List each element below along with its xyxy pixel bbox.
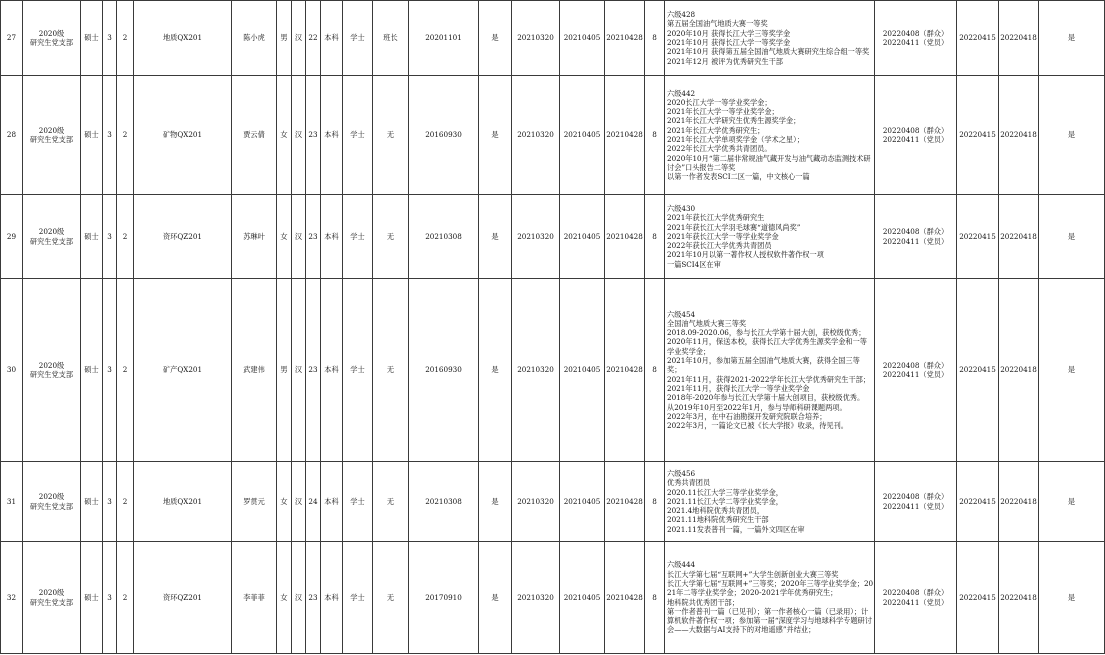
date-cell: 20220415 xyxy=(957,462,999,542)
flag-cell: 是 xyxy=(479,1,512,76)
table-body xyxy=(1,1,1105,654)
award-line: 全国油气地质大赛三等奖 xyxy=(667,318,747,328)
class-cell: 资环QZ201 xyxy=(134,542,232,654)
ethnicity-cell: 汉 xyxy=(292,195,306,279)
awards-cell xyxy=(665,542,875,654)
flag-cell: 是 xyxy=(1039,195,1105,279)
student-name-cell: 贾云倩 xyxy=(232,76,277,195)
count-cell: 3 xyxy=(103,195,117,279)
award-line: 从2019年10月至2022年1月，参与导师科研课题两项。 xyxy=(667,402,847,412)
position-cell: 无 xyxy=(373,195,409,279)
date-cell: 20210428 xyxy=(605,76,645,195)
date-cell: 20170910 xyxy=(409,542,479,654)
position-cell: 无 xyxy=(373,279,409,462)
table-row xyxy=(1,1,1105,76)
award-line: 2021年10月 获得第五届全国油气地质大赛研究生综合组一等奖 xyxy=(667,47,870,57)
flag-cell: 是 xyxy=(1039,279,1105,462)
review-dates-cell xyxy=(875,542,957,654)
row-number-cell: 27 xyxy=(1,1,23,76)
award-line: 六级442 xyxy=(667,88,696,98)
flag-cell: 是 xyxy=(1039,1,1105,76)
student-name-cell: 李菲菲 xyxy=(232,542,277,654)
award-line: 以第一作者发表SCI二区一篇，中文核心一篇 xyxy=(667,172,810,182)
date-cell: 20220418 xyxy=(999,279,1039,462)
academic-degree-cell: 学士 xyxy=(343,462,373,542)
ethnicity-cell: 汉 xyxy=(292,542,306,654)
awards-cell xyxy=(665,462,875,542)
award-line: 2022年获长江大学优秀共青团员 xyxy=(667,241,772,251)
date-cell: 20220418 xyxy=(999,76,1039,195)
party-branch-cell xyxy=(23,195,81,279)
education-cell: 本科 xyxy=(321,76,343,195)
class-cell: 矿产QX201 xyxy=(134,279,232,462)
text-line: 2020级 xyxy=(38,492,65,502)
award-line: 2020年11月，保送本校，获得长江大学优秀生源奖学金和一等学业奖学金； xyxy=(667,337,867,356)
row-number-cell: 30 xyxy=(1,279,23,462)
award-line: 六级444 xyxy=(667,560,696,570)
flag-cell: 是 xyxy=(1039,462,1105,542)
award-line: 地科院共优秀团干部； xyxy=(667,597,739,607)
date-cell: 20220418 xyxy=(999,195,1039,279)
awards-cell xyxy=(665,1,875,76)
awards-cell xyxy=(665,76,875,195)
count-cell: 2 xyxy=(117,542,134,654)
award-line: 六级428 xyxy=(667,10,696,20)
party-branch-cell xyxy=(23,462,81,542)
date-cell: 20210405 xyxy=(560,76,605,195)
award-line: 2021年12月 被评为优秀研究生干部 xyxy=(667,56,783,66)
award-line: 第一作者普刊一篇（已见刊）；第一作者核心一篇（已录用）；计算机软件著作权一项；参加第一届“深度学习与地球科学专题研讨会——大数据与AI支持下的对地遥感”并结业； xyxy=(667,606,872,635)
date-cell: 20220418 xyxy=(999,1,1039,76)
education-cell: 本科 xyxy=(321,195,343,279)
award-line: 2018.09-2020.06，参与长江大学第十届大创，获校级优秀； xyxy=(667,328,866,338)
award-line: 2020年10月“第二届非常规油气藏开发与油气藏动态监测技术研讨会”口头报告二等奖 xyxy=(667,153,871,172)
award-line: 优秀共青团员 xyxy=(667,478,711,488)
education-cell: 本科 xyxy=(321,279,343,462)
review-dates-cell xyxy=(875,462,957,542)
award-line: 第五届全国油气地质大赛一等奖 xyxy=(667,19,768,29)
row-number-cell: 31 xyxy=(1,462,23,542)
academic-degree-cell: 学士 xyxy=(343,542,373,654)
count-cell: 3 xyxy=(103,462,117,542)
award-line: 六级456 xyxy=(667,468,696,478)
award-line: 2020年10月 获得长江大学三等奖学金 xyxy=(667,28,791,38)
flag-cell: 是 xyxy=(1039,76,1105,195)
review-dates-cell xyxy=(875,279,957,462)
date-cell: 20210320 xyxy=(512,1,560,76)
flag-cell: 是 xyxy=(1039,542,1105,654)
academic-degree-cell: 学士 xyxy=(343,1,373,76)
award-line: 2021年10月 获得长江大学一等奖学金 xyxy=(667,38,791,47)
award-line: 2021年获长江大学优秀研究生 xyxy=(667,213,765,223)
text-line: 20220411（党员） xyxy=(882,370,949,379)
degree-level-cell: 硕士 xyxy=(81,1,103,76)
date-cell: 20220418 xyxy=(999,542,1039,654)
date-cell: 20210405 xyxy=(560,279,605,462)
award-line: 六级454 xyxy=(667,309,696,319)
position-cell: 无 xyxy=(373,542,409,654)
student-name-cell: 罗贯元 xyxy=(232,462,277,542)
table-row xyxy=(1,462,1105,542)
date-cell: 20160930 xyxy=(409,76,479,195)
student-name-cell: 陈小虎 xyxy=(232,1,277,76)
review-dates-cell xyxy=(875,76,957,195)
academic-degree-cell: 学士 xyxy=(343,76,373,195)
class-cell: 地质QX201 xyxy=(134,462,232,542)
number-cell: 8 xyxy=(645,76,665,195)
flag-cell: 是 xyxy=(479,279,512,462)
text-line: 20220411（党员） xyxy=(882,236,949,246)
awards-cell xyxy=(665,195,875,279)
education-cell: 本科 xyxy=(321,462,343,542)
date-cell: 20210308 xyxy=(409,195,479,279)
review-dates-cell xyxy=(875,195,957,279)
date-cell: 20210428 xyxy=(605,279,645,462)
text-line: 2020级 xyxy=(38,227,65,237)
text-line: 研究生党支部 xyxy=(29,38,74,47)
row-number-cell: 28 xyxy=(1,76,23,195)
position-cell: 无 xyxy=(373,462,409,542)
text-line: 20220408（群众） xyxy=(882,227,949,237)
award-line: 六级430 xyxy=(667,203,696,213)
degree-level-cell: 硕士 xyxy=(81,542,103,654)
date-cell: 20210320 xyxy=(512,195,560,279)
text-line: 20220408（群众） xyxy=(882,360,949,370)
number-cell: 8 xyxy=(645,279,665,462)
count-cell: 2 xyxy=(117,76,134,195)
count-cell: 3 xyxy=(103,76,117,195)
text-line: 2020级 xyxy=(38,28,65,38)
count-cell: 2 xyxy=(117,279,134,462)
age-cell: 23 xyxy=(306,195,321,279)
age-cell: 24 xyxy=(306,462,321,542)
date-cell: 20220418 xyxy=(999,462,1039,542)
text-line: 2020级 xyxy=(38,125,65,135)
table-row xyxy=(1,542,1105,654)
degree-level-cell: 硕士 xyxy=(81,462,103,542)
award-line: 2021.11发表普刊一篇，一篇外文四区在审 xyxy=(667,524,805,534)
award-line: 2020长江大学一等学业奖学金； xyxy=(667,97,772,107)
award-line: 长江大学第七届“互联网+”大学生创新创业大赛三等奖 xyxy=(667,569,839,579)
text-line: 研究生党支部 xyxy=(29,236,74,246)
table-row xyxy=(1,195,1105,279)
award-line: 2022年3月，在中石油勘探开发研究院联合培养； xyxy=(667,411,827,421)
party-branch-cell xyxy=(23,76,81,195)
award-line: 2021年长江大学单项奖学金（学术之星）； xyxy=(667,135,804,144)
gender-cell: 女 xyxy=(277,195,292,279)
award-line: 2022年3月，一篇论文已被《长大学报》收录，待见刊。 xyxy=(667,421,848,431)
text-line: 2020级 xyxy=(38,360,65,370)
award-line: 2021年获长江大学一等学业奖学金 xyxy=(667,231,779,241)
age-cell: 23 xyxy=(306,542,321,654)
text-line: 20220408（群众） xyxy=(882,588,949,598)
award-line: 一篇SCI4区在审 xyxy=(667,259,721,269)
date-cell: 20201101 xyxy=(409,1,479,76)
date-cell: 20220415 xyxy=(957,1,999,76)
date-cell: 20210320 xyxy=(512,462,560,542)
count-cell: 2 xyxy=(117,1,134,76)
date-cell: 20210405 xyxy=(560,1,605,76)
number-cell: 8 xyxy=(645,195,665,279)
gender-cell: 男 xyxy=(277,1,292,76)
date-cell: 20220415 xyxy=(957,542,999,654)
student-name-cell: 武建伟 xyxy=(232,279,277,462)
award-line: 2021年长江大学研究生优秀生源奖学金； xyxy=(667,116,801,126)
award-line: 2021年获长江大学羽毛球赛“道德风尚奖” xyxy=(667,222,801,232)
date-cell: 20220415 xyxy=(957,76,999,195)
gender-cell: 女 xyxy=(277,542,292,654)
education-cell: 本科 xyxy=(321,1,343,76)
award-line: 2021年11月，获得2021-2022学年长江大学优秀研究生干部； xyxy=(667,374,871,384)
text-line: 2020级 xyxy=(38,588,65,598)
degree-level-cell: 硕士 xyxy=(81,76,103,195)
age-cell: 23 xyxy=(306,279,321,462)
ethnicity-cell: 汉 xyxy=(292,462,306,542)
award-line: 2022年长江大学优秀共青团员。 xyxy=(667,144,772,154)
award-line: 长江大学第七届“互联网+”三等奖；2020年三等学业奖学金；2021年二等学业奖学金；2020-2021学年优秀研究生； xyxy=(667,578,874,598)
age-cell: 23 xyxy=(306,76,321,195)
award-line: 2020.11长江大学三等学业奖学金， xyxy=(667,487,783,497)
award-line: 2021.11长江大学二等学业奖学金， xyxy=(667,496,783,506)
date-cell: 20210308 xyxy=(409,462,479,542)
date-cell: 20210405 xyxy=(560,462,605,542)
text-line: 20220411（党员） xyxy=(882,597,949,607)
text-line: 20220411（党员） xyxy=(882,501,949,511)
age-cell: 22 xyxy=(306,1,321,76)
count-cell: 3 xyxy=(103,1,117,76)
party-branch-cell xyxy=(23,1,81,76)
date-cell: 20210428 xyxy=(605,195,645,279)
degree-level-cell: 硕士 xyxy=(81,279,103,462)
award-line: 2021年10月，参加第五届全国油气地质大赛，获得全国三等奖； xyxy=(667,356,860,375)
count-cell: 2 xyxy=(117,462,134,542)
number-cell: 8 xyxy=(645,542,665,654)
text-line: 20220411（党员） xyxy=(882,38,949,47)
flag-cell: 是 xyxy=(479,76,512,195)
student-name-cell: 苏琳叶 xyxy=(232,195,277,279)
date-cell: 20160930 xyxy=(409,279,479,462)
gender-cell: 女 xyxy=(277,462,292,542)
date-cell: 20210428 xyxy=(605,462,645,542)
party-branch-cell xyxy=(23,279,81,462)
degree-level-cell: 硕士 xyxy=(81,195,103,279)
award-line: 2018年-2020年参与长江大学第十届大创项目，获校级优秀。 xyxy=(667,393,865,403)
text-line: 研究生党支部 xyxy=(29,501,74,511)
academic-degree-cell: 学士 xyxy=(343,279,373,462)
award-line: 2021年长江大学一等学业奖学金； xyxy=(667,107,779,117)
class-cell: 地质QX201 xyxy=(134,1,232,76)
row-number-cell: 32 xyxy=(1,542,23,654)
date-cell: 20210428 xyxy=(605,542,645,654)
ethnicity-cell: 汉 xyxy=(292,76,306,195)
review-dates-cell xyxy=(875,1,957,76)
text-line: 研究生党支部 xyxy=(29,135,74,144)
date-cell: 20210320 xyxy=(512,76,560,195)
class-cell: 资环QZ201 xyxy=(134,195,232,279)
ethnicity-cell: 汉 xyxy=(292,1,306,76)
date-cell: 20220415 xyxy=(957,279,999,462)
flag-cell: 是 xyxy=(479,462,512,542)
award-line: 2021.4地科院优秀共青团员， xyxy=(667,506,765,516)
gender-cell: 男 xyxy=(277,279,292,462)
row-number-cell: 29 xyxy=(1,195,23,279)
award-line: 2021年10月以第一著作权人授权软件著作权一项 xyxy=(667,250,824,260)
position-cell: 无 xyxy=(373,76,409,195)
table-row xyxy=(1,76,1105,195)
awards-cell xyxy=(665,279,875,462)
text-line: 研究生党支部 xyxy=(29,370,74,379)
date-cell: 20210320 xyxy=(512,542,560,654)
text-line: 20220408（群众） xyxy=(882,28,949,38)
flag-cell: 是 xyxy=(479,195,512,279)
gender-cell: 女 xyxy=(277,76,292,195)
class-cell: 矿物QX201 xyxy=(134,76,232,195)
position-cell: 班长 xyxy=(373,1,409,76)
text-line: 20220408（群众） xyxy=(882,125,949,135)
flag-cell: 是 xyxy=(479,542,512,654)
number-cell: 8 xyxy=(645,462,665,542)
text-line: 研究生党支部 xyxy=(29,597,74,607)
award-line: 2021年11月，获得长江大学一等学业奖学金 xyxy=(667,383,810,393)
count-cell: 2 xyxy=(117,195,134,279)
count-cell: 3 xyxy=(103,542,117,654)
ethnicity-cell: 汉 xyxy=(292,279,306,462)
count-cell: 3 xyxy=(103,279,117,462)
party-branch-cell xyxy=(23,542,81,654)
award-line: 2021.11地科院优秀研究生干部 xyxy=(667,515,769,525)
date-cell: 20220415 xyxy=(957,195,999,279)
date-cell: 20210405 xyxy=(560,542,605,654)
date-cell: 20210405 xyxy=(560,195,605,279)
award-line: 2021年长江大学优秀研究生； xyxy=(667,125,765,135)
date-cell: 20210428 xyxy=(605,1,645,76)
text-line: 20220408（群众） xyxy=(882,492,949,502)
education-cell: 本科 xyxy=(321,542,343,654)
number-cell: 8 xyxy=(645,1,665,76)
text-line: 20220411（党员） xyxy=(882,135,949,144)
academic-degree-cell: 学士 xyxy=(343,195,373,279)
date-cell: 20210320 xyxy=(512,279,560,462)
table-row xyxy=(1,279,1105,462)
